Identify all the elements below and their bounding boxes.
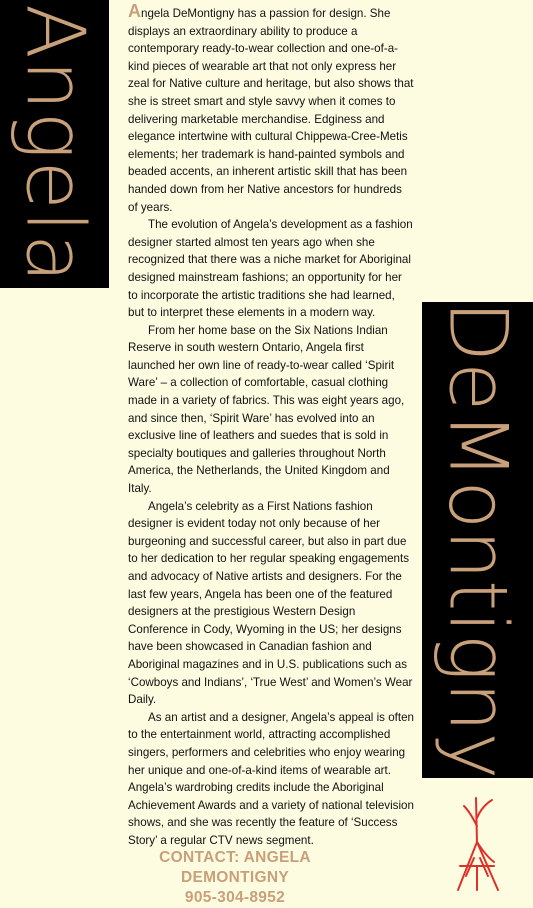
paragraph-1-text: ngela DeMontigny has a passion for design. She displays an extraordinary ability to produce a contemporary ready-to-wear collection and one-of-a-kind pieces of wearable art that not only express her zeal for Native culture and heritage, but also shows that she is street smart and style savvy when it comes to delivering marketable merchandise. Edginess and elegance intertwine with cultural Chippewa-Cree-Metis elements; her trademark is hand-painted symbols and beaded accents, an inherent artistic skill that has been handed down from her Native ancestors for hundreds of years. xyxy=(128,7,414,214)
left-name-band xyxy=(0,0,109,288)
tipi-feather-logo-icon xyxy=(452,796,502,894)
contact-name: CONTACT: ANGELA DEMONTIGNY xyxy=(159,849,311,886)
drop-cap: A xyxy=(128,1,141,21)
first-name-title: Angela xyxy=(8,4,101,284)
last-name-title: DeMontigny xyxy=(431,300,524,780)
right-name-band xyxy=(422,302,533,778)
paragraph-5: As an artist and a designer, Angela’s appeal is often to the entertainment world, attracting accomplished singers, performers and celebrities who enjoy wearing her unique and one-of-a-kind items of wearable art. Angela’s wardrobing credits include the Aboriginal Achievement Awards and a variety of national television shows, and she was recently the feature of ‘Success Story’ a regular CTV news segment. xyxy=(128,710,414,847)
biography-article xyxy=(128,1,414,850)
contact-block xyxy=(108,848,362,908)
contact-phone: 905-304-8952 xyxy=(184,889,286,906)
paragraph-4: Angela’s celebrity as a First Nations fashion designer is evident today not only because of her burgeoning and successful career, but also in part due to her dedication to her regular speaking engagements and advocacy of Native artists and designers. For the last few years, Angela has been one of the featured designers at the prestigious Western Design Conference in Cody, Wyoming in the US; her designs have been showcased in Canadian fashion and Aboriginal magazines and in U.S. publications such as ‘Cowboys and Indians’, ‘True West’ and Women’s Wear Daily. xyxy=(128,499,413,707)
paragraph-1 xyxy=(128,1,414,216)
paragraph-3: From her home base on the Six Nations Indian Reserve in south western Ontario, Angela first launched her own line of ready-to-wear called ‘Spirit Ware’ – a collection of comfortable, casual clothing made in a variety of fabrics. This was eight years ago, and since then, ‘Spirit Ware’ has evolved into an exclusive line of leathers and suedes that is sold in specialty boutiques and galleries throughout North America, the Netherlands, the United Kingdom and Italy. xyxy=(128,323,405,496)
paragraph-2: The evolution of Angela’s development as a fashion designer started almost ten years ago when she recognized that there was a niche market for Aboriginal designed mainstream fashions; an opportunity for her to incorporate the artistic traditions she had learned, but to interpret these elements in a modern way. xyxy=(128,218,413,320)
